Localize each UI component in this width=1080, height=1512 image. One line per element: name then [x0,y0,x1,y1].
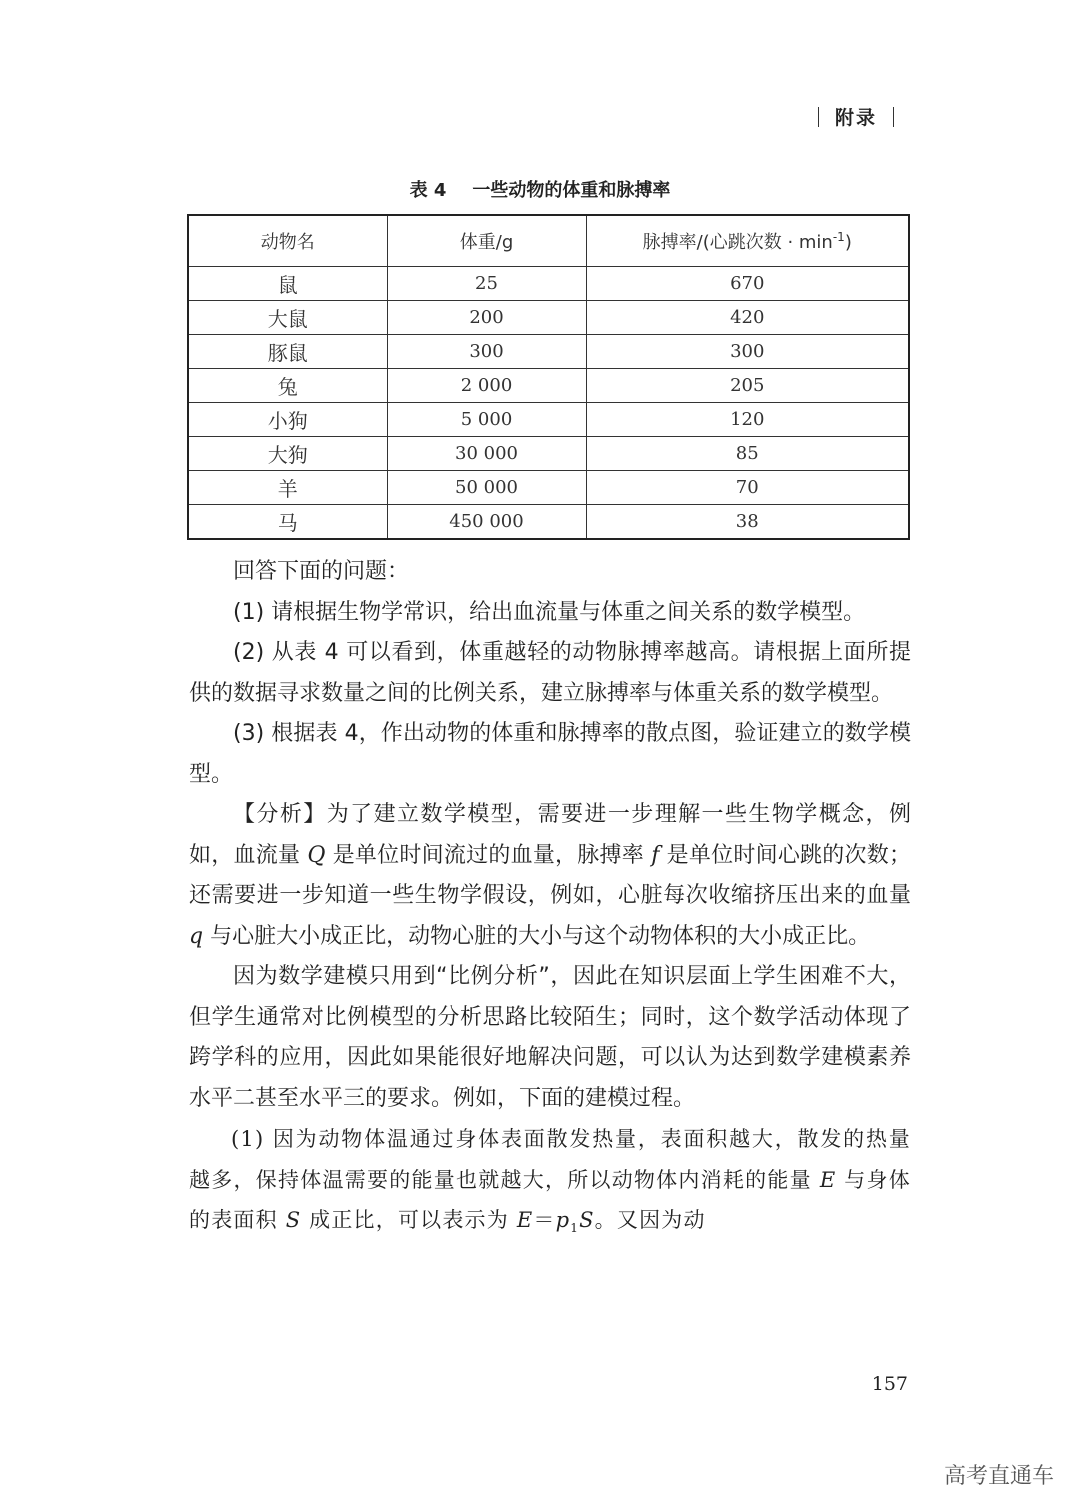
header-pulse-rate-text: 脉搏率/(心跳次数 · min [642,232,833,253]
cell-pulse: 205 [586,369,909,403]
cell-animal: 鼠 [188,267,387,301]
paragraph-analysis [189,795,911,957]
cell-weight: 2 000 [387,369,586,403]
cell-pulse: 120 [586,403,909,437]
watermark: 高考直通车 [943,1464,1054,1489]
paragraph-question-2: (2) 从表 4 可以看到，体重越轻的动物脉搏率越高。请根据上面所提供的数据寻求数量之间的比例关系，建立脉搏率与体重关系的数学模型。 [189,640,911,706]
cell-animal: 大狗 [188,437,387,471]
symbol-q: q [189,923,204,949]
symbol-f: f [651,842,660,868]
step1-text-c: 成正比，可以表示为 [301,1208,517,1232]
table-caption-title: 一些动物的体重和脉搏率 [472,180,671,201]
equation-p: p [555,1208,571,1232]
cell-weight: 50 000 [387,471,586,505]
step1-text-d: 。又因为动 [594,1208,706,1232]
header-body-weight: 体重/g [387,215,586,267]
cell-pulse: 420 [586,301,909,335]
paragraph-prompt: 回答下面的问题： [233,559,410,584]
header-pulse-rate-close: ) [844,232,852,253]
header-section: 附录 [834,107,877,129]
table-row [188,471,909,505]
symbol-Q: Q [307,842,326,868]
cell-animal: 大鼠 [188,301,387,335]
cell-pulse: 670 [586,267,909,301]
cell-weight: 30 000 [387,437,586,471]
equation-equals: ＝ [533,1208,556,1232]
page-number: 157 [871,1373,908,1395]
table-caption [0,176,1080,202]
cell-animal: 豚鼠 [188,335,387,369]
paragraph-question-1: (1) 请根据生物学常识，给出血流量与体重之间关系的数学模型。 [233,599,866,625]
analysis-text-d: 与心脏大小成正比，动物心脏的大小与这个动物体积的大小成正比。 [203,923,871,949]
equation-subscript: 1 [570,1221,580,1236]
paragraph-question-3: (3) 根据表 4，作出动物的体重和脉搏率的散点图，验证建立的数学模型。 [189,721,911,787]
table-header-row [188,215,909,267]
table-row [188,369,909,403]
animal-data-table [187,214,910,540]
equation-S: S [579,1208,595,1232]
symbol-S: S [285,1208,302,1232]
table-row [188,505,909,540]
cell-pulse: 38 [586,505,909,540]
step1-text-b: 与身体的表面积 [189,1167,911,1232]
analysis-text-b: 是单位时间流过的血量，脉搏率 [325,842,652,868]
cell-animal: 羊 [188,471,387,505]
header-animal-name: 动物名 [188,215,387,267]
cell-animal: 马 [188,505,387,540]
paragraph-commentary: 因为数学建模只用到“比例分析”，因此在知识层面上学生困难不大，但学生通常对比例模型的分析思路比较陌生；同时，这个数学活动体现了跨学科的应用，因此如果能很好地解决问题，可以认为达到数学建模素养水平二甚至水平三的要求。例如，下面的建模过程。 [189,964,911,1111]
cell-weight: 5 000 [387,403,586,437]
analysis-text-a: 【分析】为了建立数学模型，需要进一步理解一些生物学概念，例如，血流量 [189,802,911,868]
header-left-rule [818,107,819,127]
table-caption-number: 表 4 [409,180,447,201]
paragraph-modeling-step-1 [189,1119,911,1249]
symbol-E: E [819,1167,837,1192]
cell-animal: 小狗 [188,403,387,437]
cell-pulse: 300 [586,335,909,369]
table-row [188,267,909,301]
table-row [188,403,909,437]
cell-weight: 200 [387,301,586,335]
table-row [188,335,909,369]
cell-animal: 兔 [188,369,387,403]
cell-weight: 450 000 [387,505,586,540]
body-text [189,552,911,1249]
header-pulse-rate-exponent: -1 [832,230,845,244]
header-right-rule [893,107,894,127]
analysis-text-c: 是单位时间心跳的次数；还需要进一步知道一些生物学假设，例如，心脏每次收缩挤压出来的血量 [189,842,911,908]
step1-text-a: (1) 因为动物体温通过身体表面散发热量，表面积越大，散发的热量越多，保持体温需要的能量也就越大，所以动物体内消耗的能量 [189,1127,911,1192]
cell-pulse: 70 [586,471,909,505]
equation-E: E [516,1208,534,1232]
cell-pulse: 85 [586,437,909,471]
table-row [188,301,909,335]
cell-weight: 25 [387,267,586,301]
header-pulse-rate [586,215,909,267]
cell-weight: 300 [387,335,586,369]
running-header [802,103,910,130]
table-row [188,437,909,471]
